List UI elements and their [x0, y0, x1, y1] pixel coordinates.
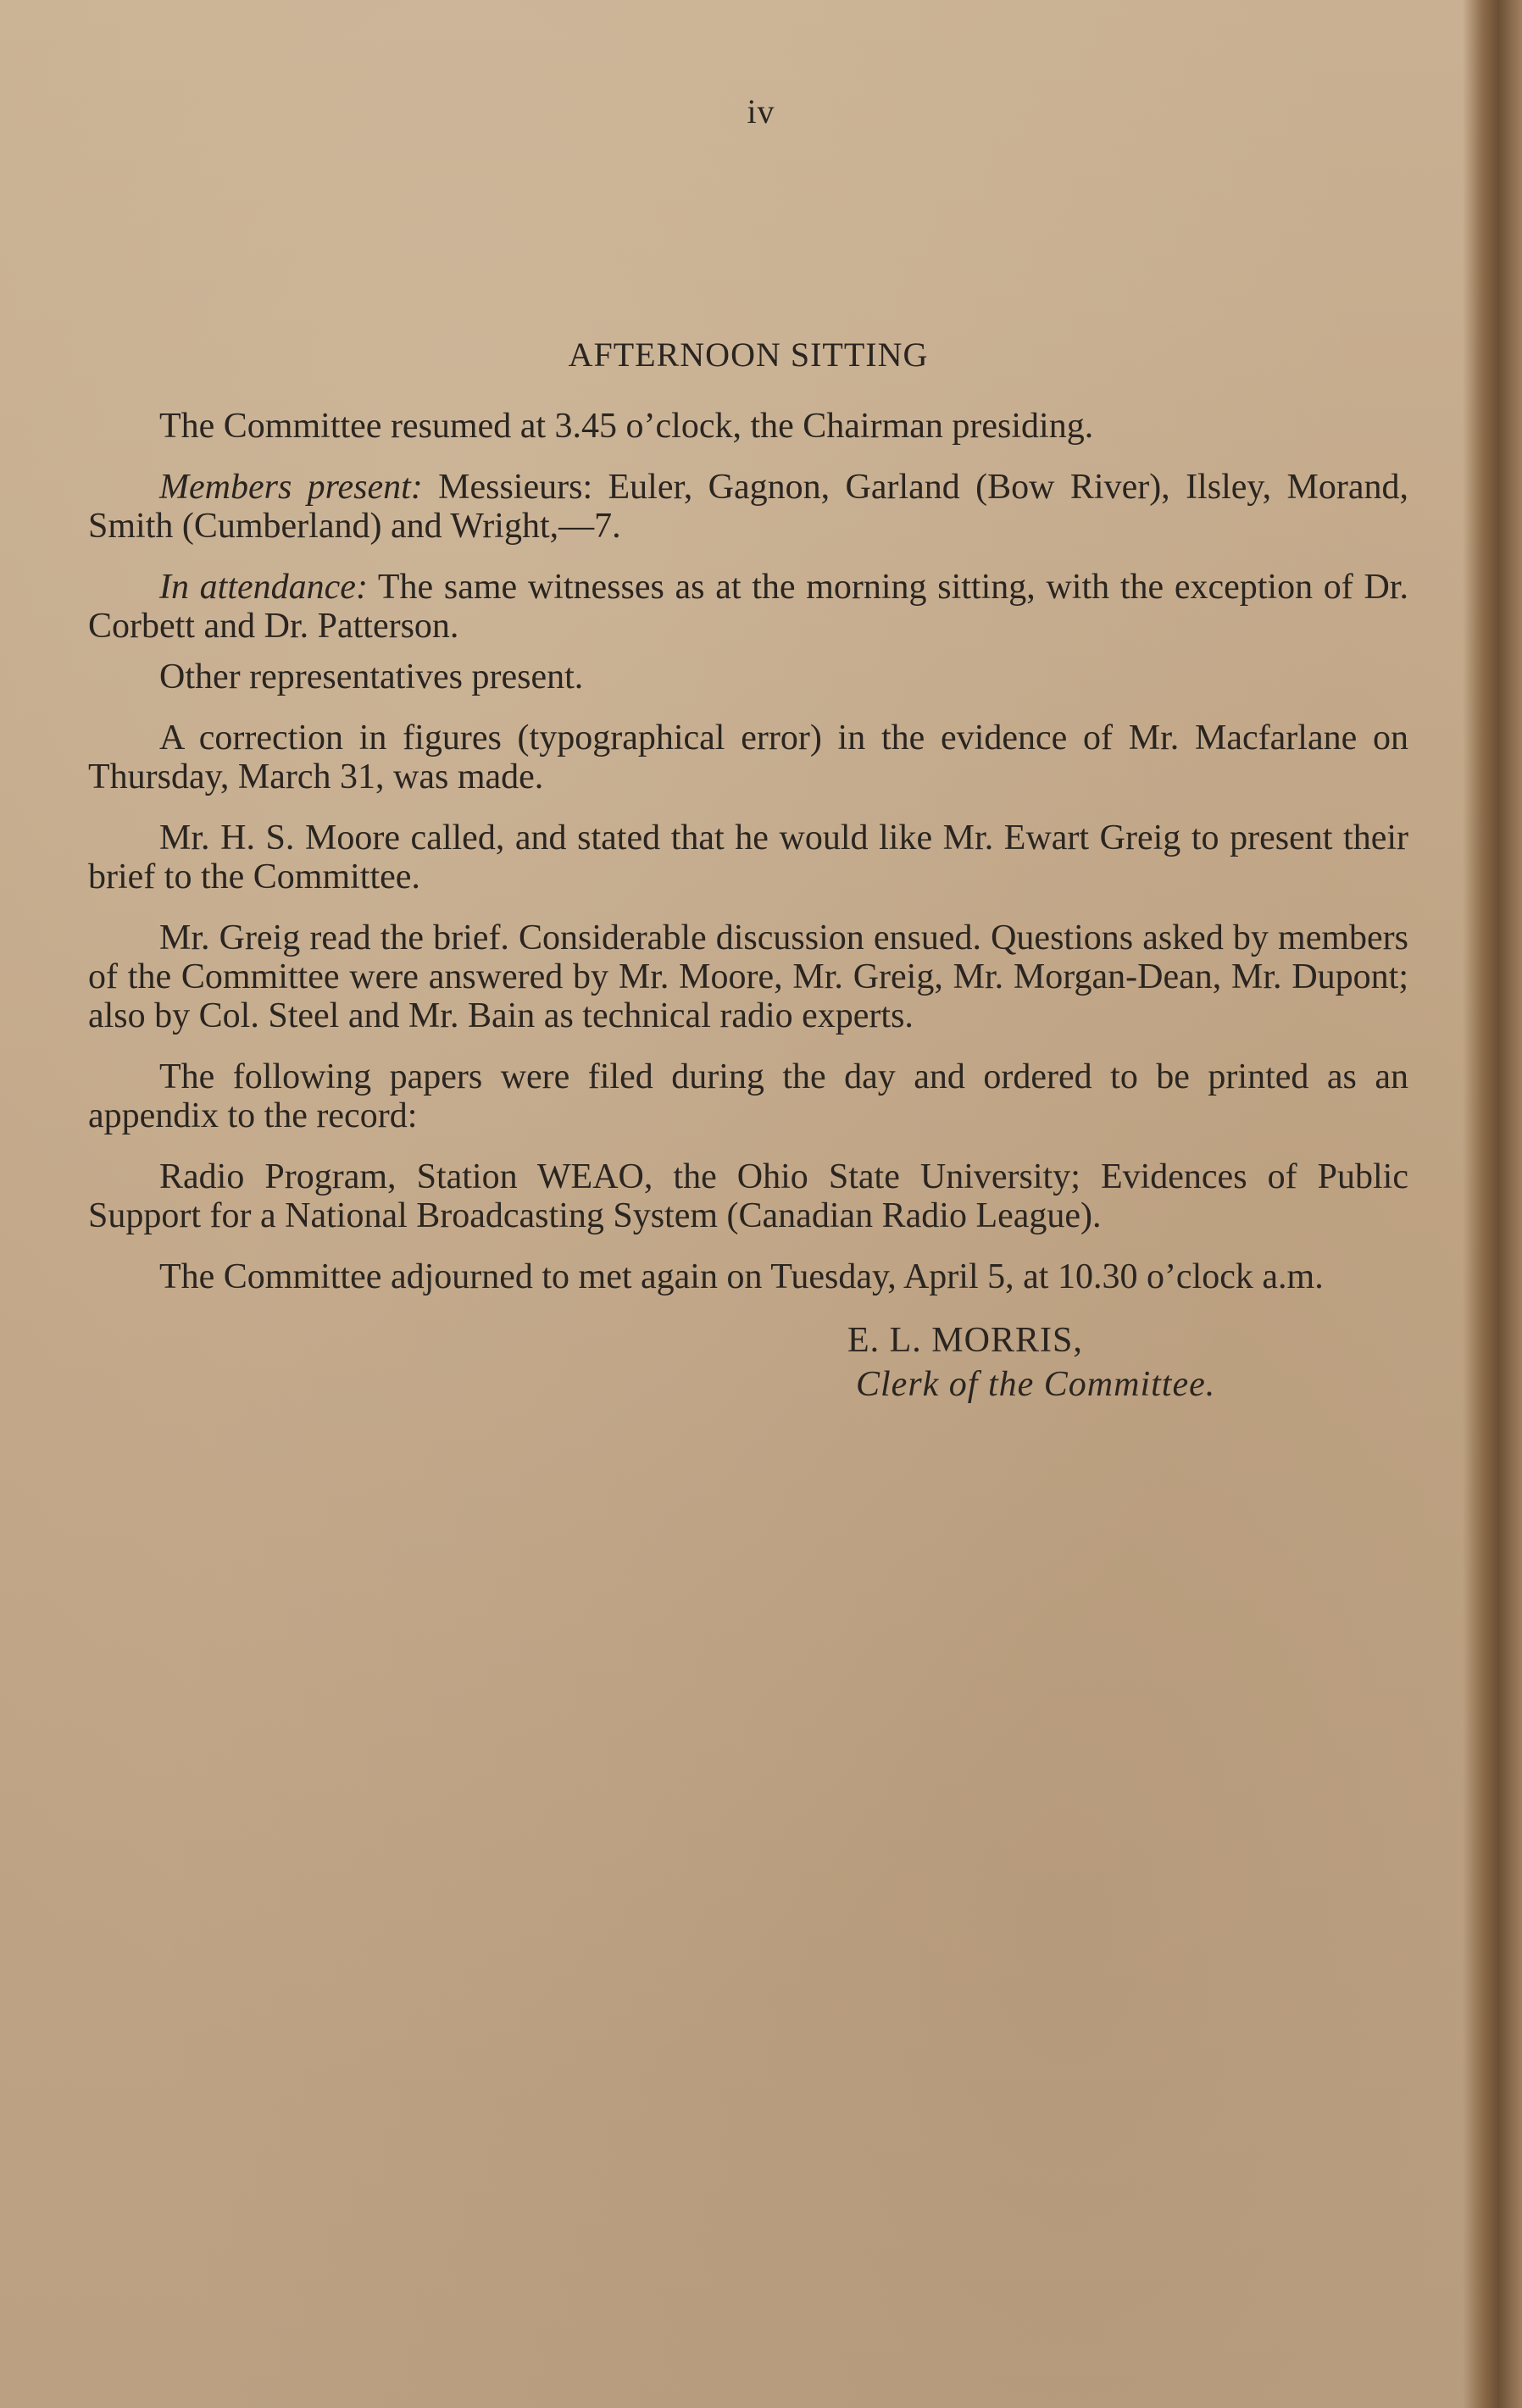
members-present-text: Messieurs: Euler, Gagnon, Garland (Bow River), Ilsley, Morand, Smith (Cumberland) and Wright,—7. — [88, 468, 1409, 546]
paragraph-adjourned: The Committee adjourned to met again on Tuesday, April 5, at 10.30 o’clock a.m. — [159, 1257, 1324, 1296]
paragraph-correction: A correction in figures (typographical error) in the evidence of Mr. Macfarlane on Thursday, March 31, was made. — [88, 719, 1408, 796]
paragraph-other-representatives: Other representatives present. — [159, 657, 584, 696]
members-present-label: Members present: — [159, 468, 423, 507]
in-attendance-label: In attendance: — [159, 568, 368, 607]
clerk-name: E. L. MORRIS, — [847, 1321, 1083, 1360]
in-attendance-text: The same witnesses as at the morning sitting, with the exception of Dr. Corbett and Dr. Patterson. — [88, 568, 1408, 646]
page-number: iv — [747, 92, 775, 130]
section-heading: AFTERNOON SITTING — [568, 336, 929, 374]
page-edge — [1463, 0, 1522, 2408]
paragraph-brief-read: Mr. Greig read the brief. Considerable discussion ensued. Questions asked by members of the Committee were answered by Mr. Moore, Mr. Greig, Mr. Morgan-Dean, Mr. Dupont; also by Col. Steel and Mr. Bain as technical radio experts. — [88, 918, 1408, 1035]
paragraph-in-attendance — [88, 568, 1408, 646]
clerk-title: Clerk of the Committee. — [856, 1365, 1216, 1404]
paragraph-members-present — [88, 468, 1408, 546]
paragraph-resumed: The Committee resumed at 3.45 o’clock, the Chairman presiding. — [159, 407, 1094, 446]
signature-block — [847, 1318, 1408, 1407]
paragraph-papers-filed: The following papers were filed during the day and ordered to be printed as an appendix to the record: — [88, 1057, 1408, 1135]
paragraph-moore-called: Mr. H. S. Moore called, and stated that he would like Mr. Ewart Greig to present their brief to the Committee. — [88, 818, 1408, 896]
paragraph-papers-list: Radio Program, Station WEAO, the Ohio State University; Evidences of Public Support for a National Broadcasting System (Canadian Radio League). — [88, 1157, 1408, 1235]
minutes-body — [88, 336, 1408, 1407]
